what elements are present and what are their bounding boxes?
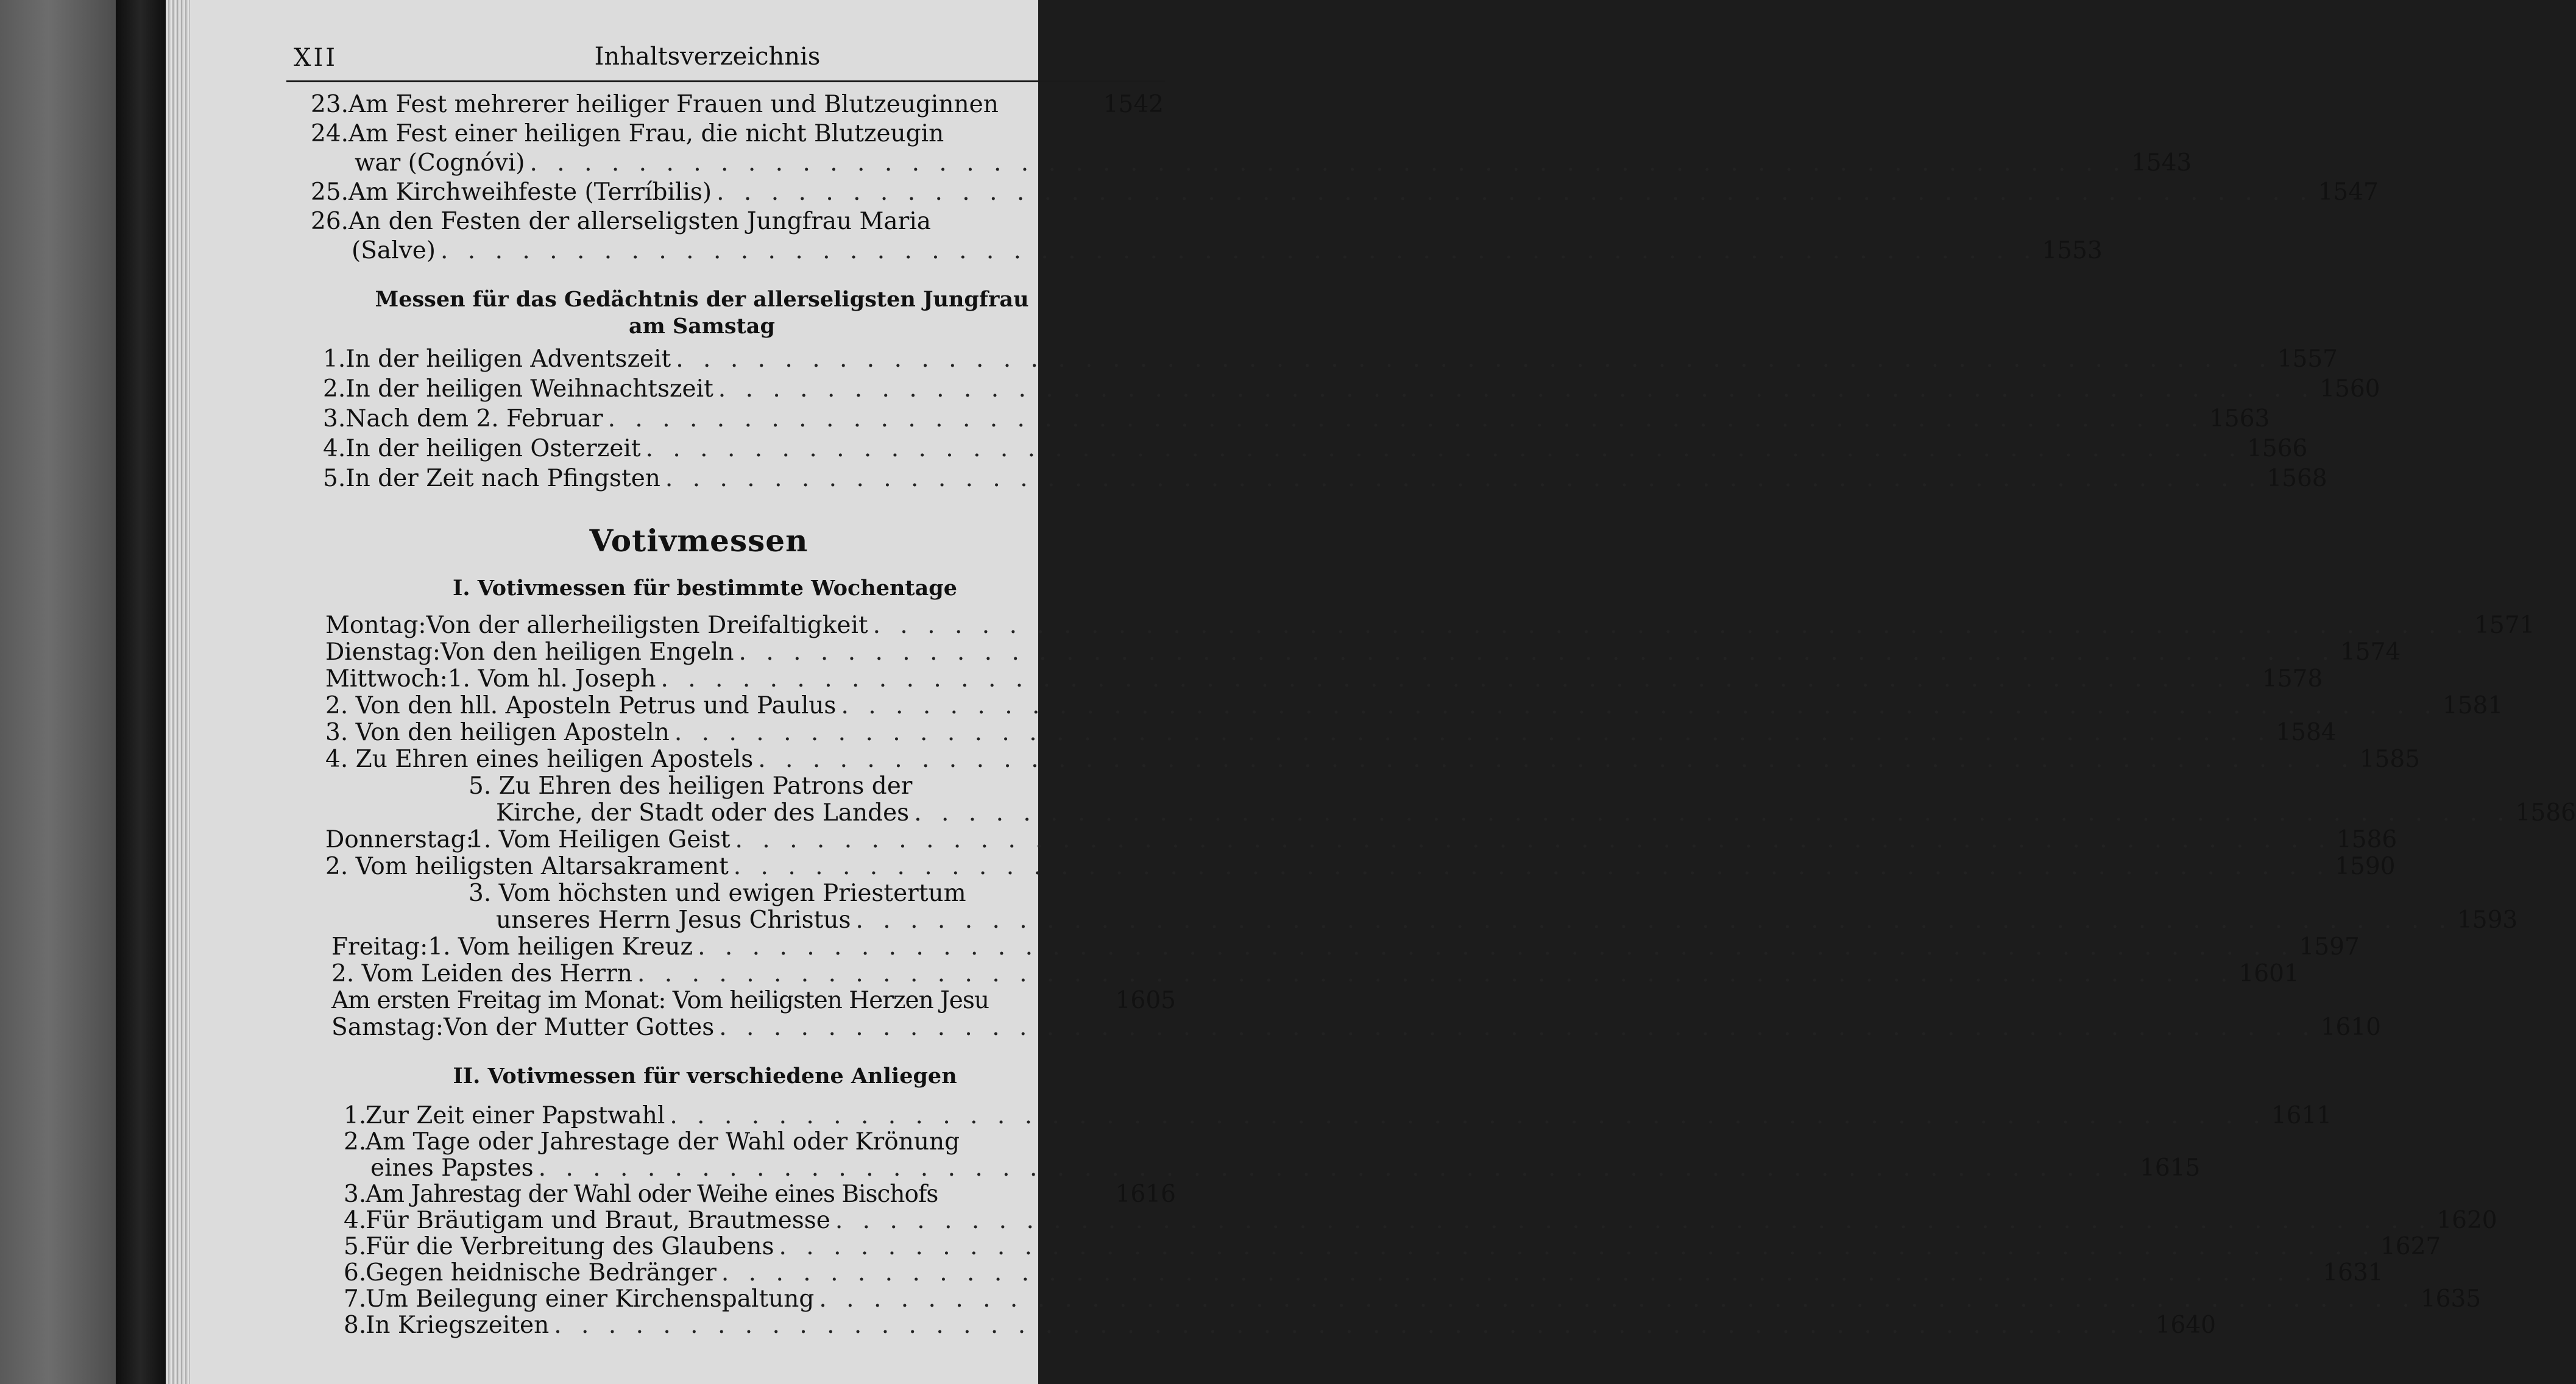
toc-entry: 2. In der heiligen Weihnachtszeit . . . 1560 [323, 376, 1173, 403]
toc-entry: 5. Zu Ehren des heiligen Patrons der [469, 772, 913, 800]
page-ref: 1610 [2320, 1014, 2381, 1041]
major-heading: Votivmessen [589, 523, 809, 559]
toc-entry: 3. Am Jahrestag der Wahl oder Weihe eines Bischofs 1616 [344, 1181, 1176, 1208]
toc-entry: 4. In der heiligen Osterzeit . . . 1566 [323, 436, 1173, 462]
toc-entry: 4. Zu Ehren eines heiligen Apostels . . . 1585 [325, 746, 1176, 773]
page-ref: 1640 [2155, 1312, 2216, 1339]
toc-entry: 4. Für Bräutigam und Braut, Brautmesse . . . 1620 [344, 1207, 1176, 1234]
toc-entry: 5. Für die Verbreitung des Glaubens . . . 1627 [344, 1234, 1176, 1260]
page-ref: 1578 [2262, 665, 2323, 693]
toc-content [190, 0, 2576, 1384]
page-ref: 1574 [2340, 638, 2401, 666]
toc-entry: 2. Am Tage oder Jahrestage der Wahl oder Krönung [344, 1128, 960, 1156]
page-ref: 1566 [2247, 435, 2308, 462]
toc-entry: 5. In der Zeit nach Pfingsten . . . 1568 [323, 465, 1173, 492]
toc-entry: 24. Am Fest einer heiligen Frau, die nicht Blutzeugin [311, 120, 944, 147]
toc-entry: 3. Von den heiligen Aposteln . . . 1584 [325, 719, 1176, 746]
toc-entry: Montag: Von der allerheiligsten Dreifaltigkeit . . . 1571 [325, 612, 1176, 639]
toc-entry: 25. Am Kirchweihfeste (Terríbilis) . . . 1547 [311, 179, 1164, 206]
page-ref: 1597 [2299, 933, 2360, 961]
page-ref: 1584 [2276, 719, 2337, 746]
page-ref: 1547 [2318, 178, 2379, 206]
page-ref: 1616 [1115, 1181, 1176, 1208]
book-spine [116, 0, 171, 1384]
page-ref: 1553 [2042, 237, 2103, 264]
toc-entry-cont: eines Papstes . . . 1615 [370, 1155, 1176, 1182]
page-ref: 1557 [2277, 345, 2338, 373]
toc-entry-cont: war (Cognóvi) . . . 1543 [355, 150, 1164, 177]
toc-entry: Donnerstag: 1. Vom Heiligen Geist . . . 1586 [325, 827, 1176, 853]
page-ref: 1586 [2515, 799, 2576, 827]
toc-entry: 3. Vom höchsten und ewigen Priestertum [469, 880, 966, 907]
page-ref: 1631 [2323, 1259, 2383, 1287]
page-ref: 1585 [2359, 746, 2420, 773]
toc-entry: 1. In der heiligen Adventszeit . . . 1557 [323, 346, 1173, 373]
page-ref: 1571 [2474, 612, 2535, 639]
page-ref: 1568 [2266, 465, 2327, 492]
toc-entry: 6. Gegen heidnische Bedränger . . . 1631 [344, 1260, 1176, 1287]
page-ref: 1627 [2380, 1233, 2441, 1260]
section-heading: Messen für das Gedächtnis der allerseligsten Jungfrau am Samstag [375, 287, 1029, 339]
page-ref: 1543 [2131, 149, 2192, 177]
page-ref: 1560 [2319, 375, 2380, 403]
toc-entry: Mittwoch: 1. Vom hl. Joseph . . . 1578 [325, 666, 1176, 693]
page-title: Inhaltsverzeichnis [594, 43, 821, 71]
toc-entry-cont: (Salve) . . . 1553 [352, 238, 1164, 264]
page-ref: 1620 [2436, 1207, 2497, 1234]
page-ref: 1593 [2457, 906, 2518, 934]
toc-entry: 3. Nach dem 2. Februar . . . 1563 [323, 406, 1173, 432]
page-ref: 1615 [2140, 1154, 2201, 1182]
page-number: XII [294, 44, 338, 72]
page-ref: 1601 [2238, 960, 2299, 987]
page-ref: 1586 [2336, 826, 2397, 853]
section-heading: I. Votivmessen für bestimmte Wochentage [452, 576, 958, 601]
toc-entry: 2. Vom Leiden des Herrn . . . 1601 [331, 961, 1176, 987]
book-page [190, 0, 2576, 1384]
toc-entry: 2. Vom heiligsten Altarsakrament . . . 1590 [325, 853, 1176, 880]
toc-entry: 8. In Kriegszeiten . . . 1640 [344, 1312, 1176, 1339]
toc-entry: Dienstag: Von den heiligen Engeln . . . 1574 [325, 639, 1176, 666]
toc-entry: Samstag: Von der Mutter Gottes . . . 1610 [331, 1014, 1176, 1041]
toc-entry-cont: Kirche, der Stadt oder des Landes . . . 1586 [496, 800, 1176, 827]
toc-entry: 2. Von den hll. Aposteln Petrus und Paulus . . . 1581 [325, 693, 1176, 719]
page-ref: 1563 [2209, 405, 2270, 432]
toc-entry: 1. Zur Zeit einer Papstwahl . . . 1611 [344, 1103, 1176, 1129]
toc-entry: Freitag: 1. Vom heiligen Kreuz . . . 1597 [331, 934, 1176, 961]
toc-entry-cont: unseres Herrn Jesus Christus . . . 1593 [496, 907, 1176, 934]
toc-entry: Am ersten Freitag im Monat: Vom heiligsten Herzen Jesu 1605 [331, 987, 1176, 1014]
page-ref: 1590 [2335, 853, 2396, 880]
page-ref: 1542 [1103, 91, 1164, 118]
page-ref: 1581 [2442, 692, 2503, 719]
section-heading: II. Votivmessen für verschiedene Anliegen [453, 1064, 957, 1089]
toc-entry: 23. Am Fest mehrerer heiliger Frauen und Blutzeuginnen 1542 [311, 91, 1164, 118]
page-ref: 1605 [1115, 987, 1176, 1014]
page-ref: 1635 [2420, 1285, 2482, 1313]
background-surface [0, 0, 122, 1384]
page-ref: 1611 [2271, 1102, 2332, 1129]
toc-entry: 7. Um Beilegung einer Kirchenspaltung . . . 1635 [344, 1286, 1176, 1313]
toc-entry: 26. An den Festen der allerseligsten Jungfrau Maria [311, 208, 932, 235]
